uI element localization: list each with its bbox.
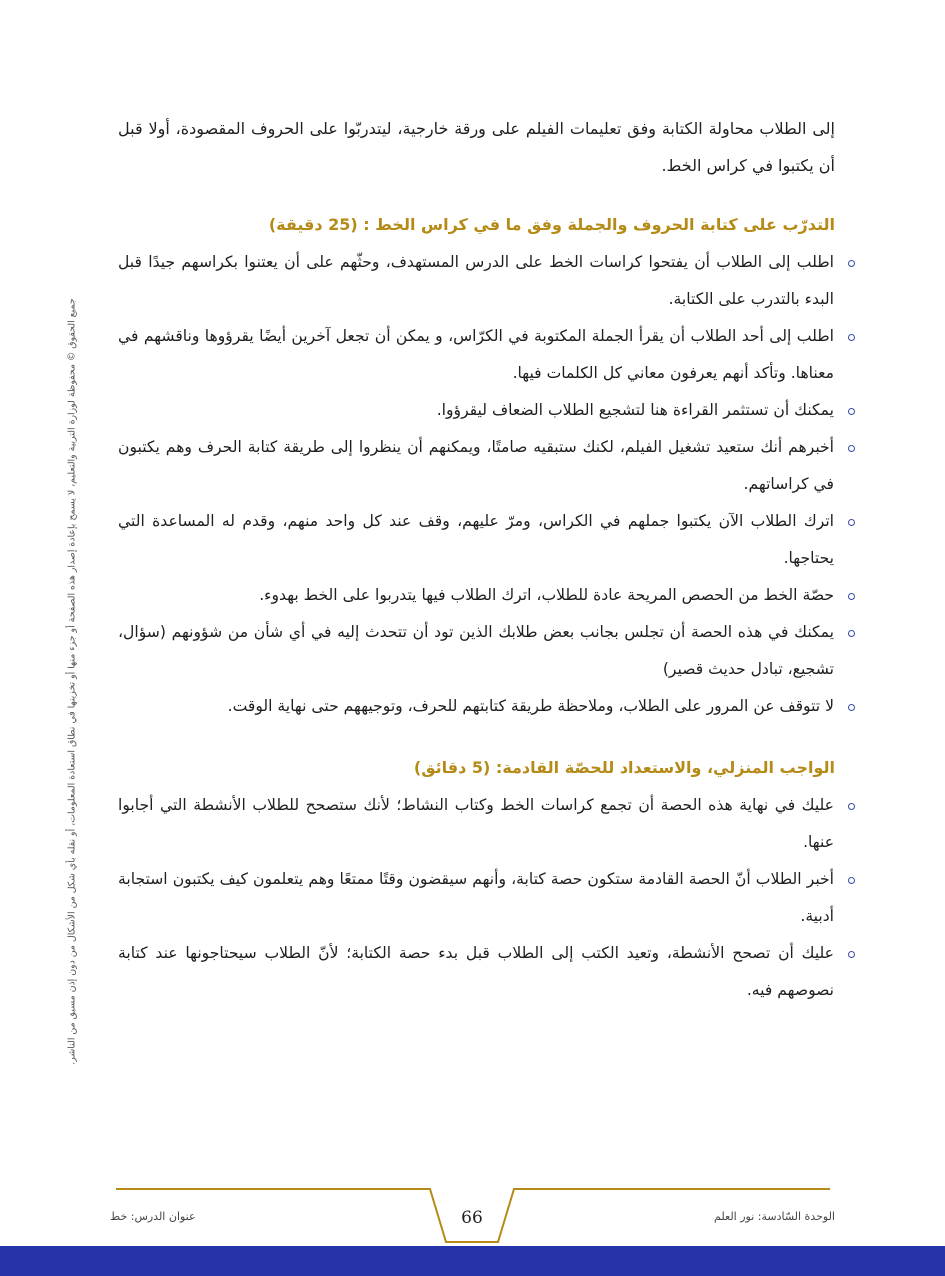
- list-item: اترك الطلاب الآن يكتبوا جملهم في الكراس، ومرّ عليهم، وقف عند كل واحد منهم، وقدم له المساعدة التي يحتاجها.: [118, 503, 835, 577]
- circle-bullet-icon: [848, 630, 855, 637]
- practice-list: [118, 244, 835, 725]
- copyright-side-note: [48, 297, 96, 1065]
- circle-bullet-icon: [848, 877, 855, 884]
- circle-bullet-icon: [848, 803, 855, 810]
- circle-bullet-icon: [848, 704, 855, 711]
- page-number: 66: [461, 1208, 483, 1228]
- list-item: اطلب إلى الطلاب أن يفتحوا كراسات الخط على الدرس المستهدف، وحثّهم على أن يعتنوا بكراسهم جيدًا قبل البدء بالتدرب على الكتابة.: [118, 244, 835, 318]
- intro-paragraph: إلى الطلاب محاولة الكتابة وفق تعليمات الفيلم على ورقة خارجية، ليتدربّوا على الحروف المقصودة، أولا قبل أن يكتبوا في كراس الخط.: [118, 119, 835, 175]
- circle-bullet-icon: [848, 519, 855, 526]
- circle-bullet-icon: [848, 334, 855, 341]
- list-item: عليك في نهاية هذه الحصة أن تجمع كراسات الخط وكتاب النشاط؛ لأنك ستصحح للطلاب الأنشطة التي أجابوا عنها.: [118, 787, 835, 861]
- homework-list: [118, 787, 835, 1009]
- list-item: أخبرهم أنك ستعيد تشغيل الفيلم، لكنك ستبقيه صامتًا، ويمكنهم أن ينظروا إلى طريقة كتابة الحرف وهم يكتبون في كراساتهم.: [118, 429, 835, 503]
- list-item: عليك أن تصحح الأنشطة، وتعيد الكتب إلى الطلاب قبل بدء حصة الكتابة؛ لأنّ الطلاب سيحتاجونها عند كتابة نصوصهم فيه.: [118, 935, 835, 1009]
- list-item: اطلب إلى أحد الطلاب أن يقرأ الجملة المكتوبة في الكرّاس، و يمكن أن تجعل آخرين أيضًا يقرؤوها وناقشهم في معناها. وتأكد أنهم يعرفون معاني كل الكلمات فيها.: [118, 318, 835, 392]
- circle-bullet-icon: [848, 593, 855, 600]
- list-item: حصّة الخط من الحصص المريحة عادة للطلاب، اترك الطلاب فيها يتدربوا على الخط بهدوء.: [118, 577, 835, 614]
- circle-bullet-icon: [848, 260, 855, 267]
- list-item: أخبر الطلاب أنّ الحصة القادمة ستكون حصة كتابة، وأنهم سيقضون وقتًا ممتعًا وهم يتعلمون كيف يكتبون استجابة أدبية.: [118, 861, 835, 935]
- bottom-band: [0, 1246, 945, 1276]
- list-item: لا تتوقف عن المرور على الطلاب، وملاحظة طريقة كتابتهم للحرف، وتوجيههم حتى نهاية الوقت.: [118, 688, 835, 725]
- footer-unit: الوحدة السّادسة: نور العلم: [714, 1210, 835, 1223]
- section-title-practice: التدرّب على كتابة الحروف والجملة وفق ما في كراس الخط : (25 دقيقة): [268, 215, 835, 234]
- circle-bullet-icon: [848, 951, 855, 958]
- footer-lesson: عنوان الدرس: خط: [110, 1210, 196, 1223]
- list-item: يمكنك أن تستثمر القراءة هنا لتشجيع الطلاب الضعاف ليقرؤوا.: [118, 392, 835, 429]
- list-item: يمكنك في هذه الحصة أن تجلس بجانب بعض طلابك الذين تود أن تتحدث إليه في أي شأن من شؤونهم (سؤال، تشجيع، تبادل حديث قصير): [118, 614, 835, 688]
- page-content: [118, 110, 835, 1009]
- copyright-text: جميع الحقوق © محفوظة لوزارة التربية والتعليم، لا يسمح بإعادة إصدار هذه الصفحة أو جزء منها أو تخزينها في نطاق استعادة المعلومات، أو نقله بأي شكل من الأشكال من دون إذن مسبق من الناشر.: [66, 297, 78, 1065]
- section-title-homework: الواجب المنزلي، والاستعداد للحصّة القادمة: (5 دقائق): [413, 758, 835, 777]
- circle-bullet-icon: [848, 445, 855, 452]
- circle-bullet-icon: [848, 408, 855, 415]
